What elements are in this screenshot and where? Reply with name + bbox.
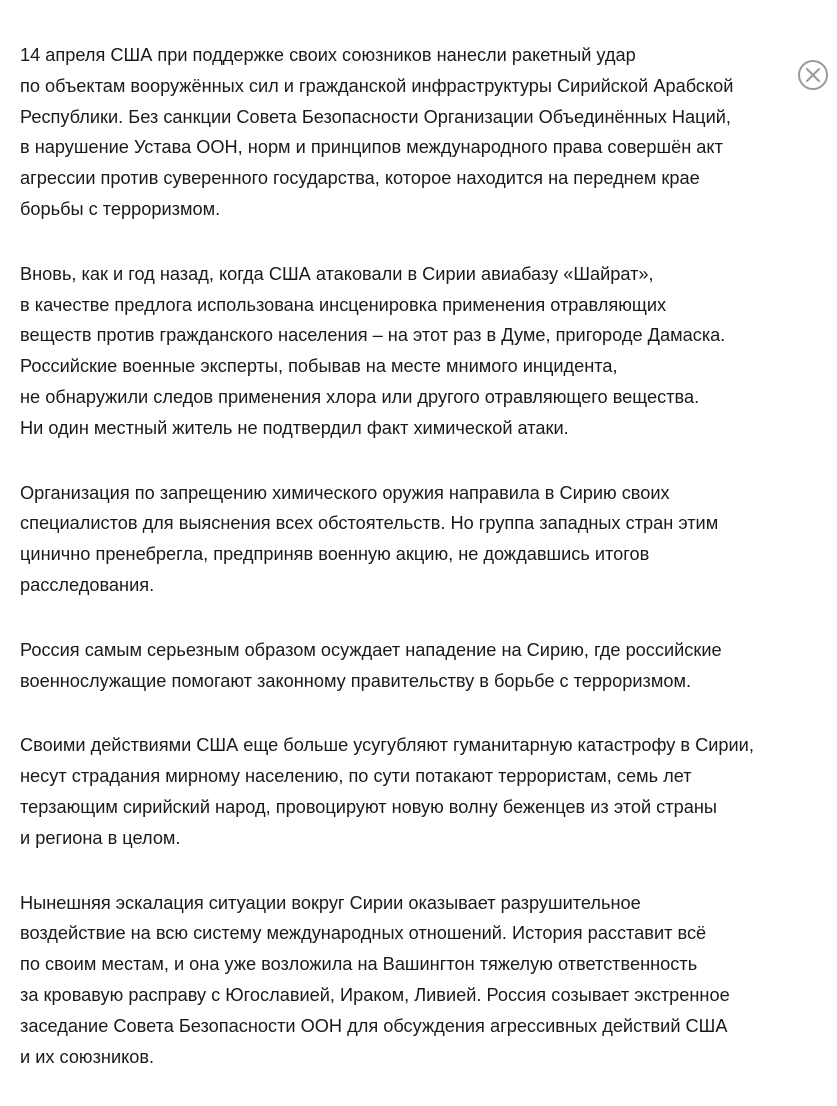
text-line: 14 апреля США при поддержке своих союзников нанесли ракетный удар bbox=[20, 45, 636, 65]
text-line: борьбы с терроризмом. bbox=[20, 198, 221, 219]
text-line: по объектам вооружённых сил и гражданской инфраструктуры Сирийской Арабской bbox=[20, 75, 734, 96]
close-icon bbox=[806, 68, 820, 82]
text-line: несут страдания мирному населению, по сути потакают террористам, семь лет bbox=[20, 766, 692, 787]
text-line: Нынешняя эскалация ситуации вокруг Сирии оказывает разрушительное bbox=[20, 892, 641, 913]
paragraph bbox=[20, 478, 800, 601]
text-line: агрессии против суверенного государства, которое находится на переднем крае bbox=[20, 168, 700, 189]
text-line: воздействие на всю систему международных отношений. История расставит всё bbox=[20, 923, 707, 944]
text-line: расследования. bbox=[20, 574, 155, 595]
text-line: и их союзников. bbox=[20, 1046, 155, 1067]
text-line: заседание Совета Безопасности ООН для обсуждения агрессивных действий США bbox=[20, 1015, 728, 1036]
text-line: специалистов для выяснения всех обстоятельств. Но группа западных стран этим bbox=[20, 513, 719, 534]
text-line: терзающим сирийский народ, провоцируют новую волну беженцев из этой страны bbox=[20, 796, 717, 817]
text-line: Своими действиями США еще больше усугубляют гуманитарную катастрофу в Сирии, bbox=[20, 735, 754, 756]
paragraph bbox=[20, 40, 800, 225]
paragraph bbox=[20, 259, 800, 444]
paragraph bbox=[20, 730, 800, 853]
text-line: цинично пренебрегла, предприняв военную акцию, не дождавшись итогов bbox=[20, 544, 650, 565]
text-line: Россия самым серьезным образом осуждает нападение на Сирию, где российские bbox=[20, 639, 722, 660]
text-line: в нарушение Устава ООН, норм и принципов международного права совершён акт bbox=[20, 137, 723, 158]
paragraph bbox=[20, 888, 800, 1073]
text-line: Вновь, как и год назад, когда США атаковали в Сирии авиабазу «Шайрат», bbox=[20, 263, 654, 284]
paragraph bbox=[20, 635, 800, 697]
text-line: по своим местам, и она уже возложила на Вашингтон тяжелую ответственность bbox=[20, 954, 698, 975]
text-line: Российские военные эксперты, побывав на месте мнимого инцидента, bbox=[20, 356, 618, 377]
text-line: и региона в целом. bbox=[20, 827, 181, 848]
article-body bbox=[20, 40, 800, 1106]
text-line: Ни один местный житель не подтвердил факт химической атаки. bbox=[20, 417, 569, 438]
text-line: в качестве предлога использована инсценировка применения отравляющих bbox=[20, 294, 667, 315]
text-line: военнослужащие помогают законному правительству в борьбе с терроризмом. bbox=[20, 670, 692, 691]
close-button[interactable] bbox=[798, 60, 828, 90]
text-line: Организация по запрещению химического оружия направила в Сирию своих bbox=[20, 482, 670, 503]
text-line: веществ против гражданского населения – на этот раз в Думе, пригороде Дамаска. bbox=[20, 325, 726, 346]
text-line: не обнаружили следов применения хлора или другого отравляющего вещества. bbox=[20, 386, 700, 407]
text-line: Республики. Без санкции Совета Безопасности Организации Объединённых Наций, bbox=[20, 106, 731, 127]
text-line: за кровавую расправу с Югославией, Ираком, Ливией. Россия созывает экстренное bbox=[20, 984, 730, 1005]
